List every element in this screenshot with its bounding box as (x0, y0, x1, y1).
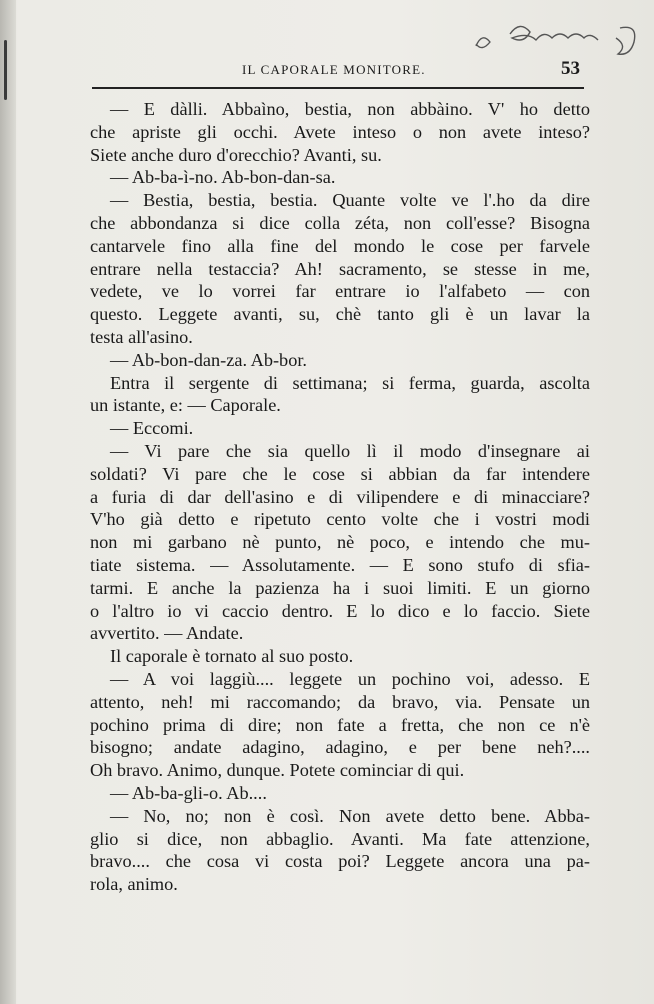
binding-mark (4, 40, 7, 100)
text-line: bisogno; andate adagino, adagino, e per bene neh?.... (90, 737, 590, 758)
text-line: Oh bravo. Animo, dunque. Potete cominciar di qui. (90, 760, 465, 781)
text-line: avvertito. — Andate. (90, 623, 244, 644)
text-line: testa all'asino. (90, 326, 193, 347)
text-line: — Ab-bon-dan-za. Ab-bor. (110, 349, 307, 370)
text-line: che abbondanza si dice colla zéta, non coll'esse? Bisogna (90, 212, 590, 233)
text-line: — Ab-ba-ì-no. Ab-bon-dan-sa. (110, 167, 336, 188)
text-line: tiate sistema. — Assolutamente. — E sono stufo di sfia- (90, 554, 590, 575)
text-line: soldati? Vi pare che le cose si abbian da far intendere (90, 463, 590, 484)
page-number: 53 (561, 58, 580, 79)
text-line: a furia di dar dell'asino e di vilipendere e di minacciare? (90, 486, 590, 507)
text-line: Il caporale è tornato al suo posto. (110, 646, 354, 667)
header-rule (92, 87, 584, 89)
text-line: — Ab-ba-gli-o. Ab.... (110, 782, 267, 803)
text-line: rola, animo. (90, 874, 178, 895)
text-line: — E dàlli. Abbaìno, bestia, non abbàino. V' ho detto (110, 99, 590, 119)
text-line: un istante, e: — Caporale. (90, 395, 281, 416)
text-line: vedete, ve lo vorrei far entrare io l'alfabeto — con (90, 281, 590, 302)
text-line: — A voi laggiù.... leggete un pochino voi, adesso. E (110, 668, 590, 689)
text-line: pochino prima di dire; non fate a fretta, che non ce n'è (90, 714, 590, 735)
text-line: — No, no; non è così. Non avete detto bene. Abba- (110, 805, 590, 826)
text-line: — Vi pare che sia quello lì il modo d'insegnare ai (110, 440, 590, 461)
text-line: cantarvele fino alla fine del mondo le cose per farvele (90, 235, 590, 256)
text-line: V'ho già detto e ripetuto cento volte che i vostri modi (90, 509, 590, 530)
text-line: tarmi. E anche la pazienza ha i suoi limiti. E un giorno (90, 577, 590, 598)
running-header (92, 58, 582, 80)
text-line: attento, neh! mi raccomando; da bravo, via. Pensate un (90, 691, 590, 712)
text-line: non mi garbano nè punto, nè poco, e intendo che mu- (90, 532, 590, 553)
text-line: — Eccomi. (110, 418, 194, 439)
text-line: o l'altro io vi caccio dentro. E lo dico e lo faccio. Siete (90, 600, 590, 621)
text-line: bravo.... che cosa vi costa poi? Leggete ancora una pa- (90, 851, 590, 872)
text-line: questo. Leggete avanti, su, chè tanto gli è un lavar la (90, 304, 590, 325)
running-title: IL CAPORALE MONITORE. (242, 62, 426, 77)
text-line: che apriste gli occhi. Avete inteso o non avete inteso? (90, 121, 590, 142)
text-line: glio si dice, non abbaglio. Avanti. Ma fate attenzione, (90, 828, 590, 849)
text-line: — Bestia, bestia, bestia. Quante volte ve l'.ho da dire (110, 190, 590, 211)
text-line: entrare nella testaccia? Ah! sacramento, se stesse in me, (90, 258, 590, 279)
page-binding-edge (0, 0, 16, 1004)
body-text (90, 98, 590, 896)
text-line: Entra il sergente di settimana; si ferma, guarda, ascolta (110, 372, 590, 393)
text-line: Siete anche duro d'orecchio? Avanti, su. (90, 144, 382, 165)
